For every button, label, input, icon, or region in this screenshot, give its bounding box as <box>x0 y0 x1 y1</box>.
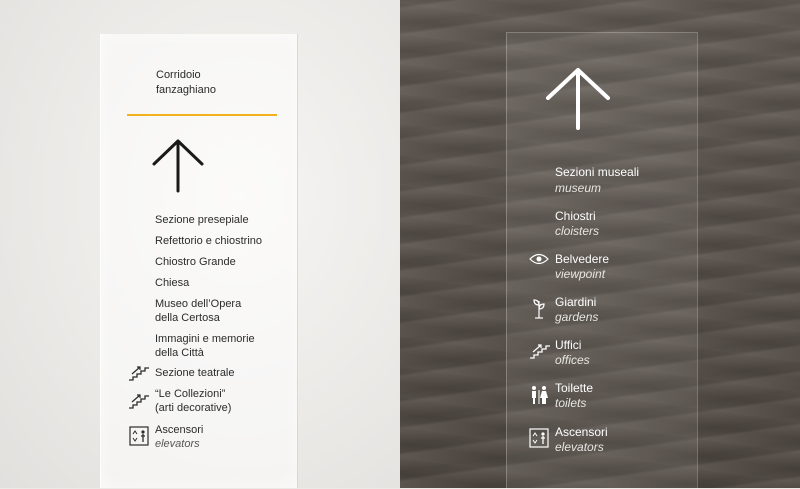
left-title-line1: Corridoio <box>156 69 201 81</box>
left-item-immagini-line1: Immagini e memorie <box>155 333 255 345</box>
left-item-collezioni-line1: “Le Collezioni” <box>155 388 226 400</box>
right-item-gardens: gardens <box>555 310 599 324</box>
elevator-icon <box>529 428 549 448</box>
left-item-museo-line2: della Certosa <box>155 312 220 324</box>
right-item-museum: museum <box>555 181 602 195</box>
accent-divider <box>127 114 277 116</box>
left-title-line2: fanzaghiano <box>156 84 216 96</box>
right-item-museali: Sezioni museali <box>555 165 640 179</box>
eye-icon <box>529 253 549 265</box>
left-item-collezioni-line2: (arti decorative) <box>155 402 232 414</box>
right-item-viewpoint: viewpoint <box>555 267 606 281</box>
right-item-chiostri: Chiostri <box>555 209 596 223</box>
left-item-chiesa: Chiesa <box>155 277 190 289</box>
stairs-icon <box>128 365 150 381</box>
up-arrow-icon <box>150 138 206 194</box>
right-item-toilets: toilets <box>555 396 587 410</box>
left-item-immagini-line2: della Città <box>155 347 204 359</box>
right-item-uffici: Uffici <box>555 338 582 352</box>
left-item-museo-line1: Museo dell’Opera <box>155 298 242 310</box>
right-item-elevators: elevators <box>555 440 604 454</box>
right-item-toilette: Toilette <box>555 381 594 395</box>
right-item-giardini: Giardini <box>555 295 597 309</box>
right-item-ascensori: Ascensori <box>555 425 608 439</box>
left-item-ascensori: Ascensori <box>155 424 204 436</box>
right-item-offices: offices <box>555 353 590 367</box>
left-item-elevators: elevators <box>155 438 200 450</box>
stairs-icon <box>128 393 150 409</box>
stairs-icon <box>529 343 551 359</box>
left-item-presepiale: Sezione presepiale <box>155 214 249 226</box>
toilet-icon <box>529 385 549 405</box>
left-item-teatrale: Sezione teatrale <box>155 367 235 379</box>
right-item-belvedere: Belvedere <box>555 252 610 266</box>
plant-icon <box>532 295 546 319</box>
up-arrow-icon <box>544 66 612 132</box>
elevator-icon <box>129 426 149 446</box>
right-item-cloisters: cloisters <box>555 224 600 238</box>
left-item-chiostro: Chiostro Grande <box>155 256 236 268</box>
left-item-refettorio: Refettorio e chiostrino <box>155 235 262 247</box>
